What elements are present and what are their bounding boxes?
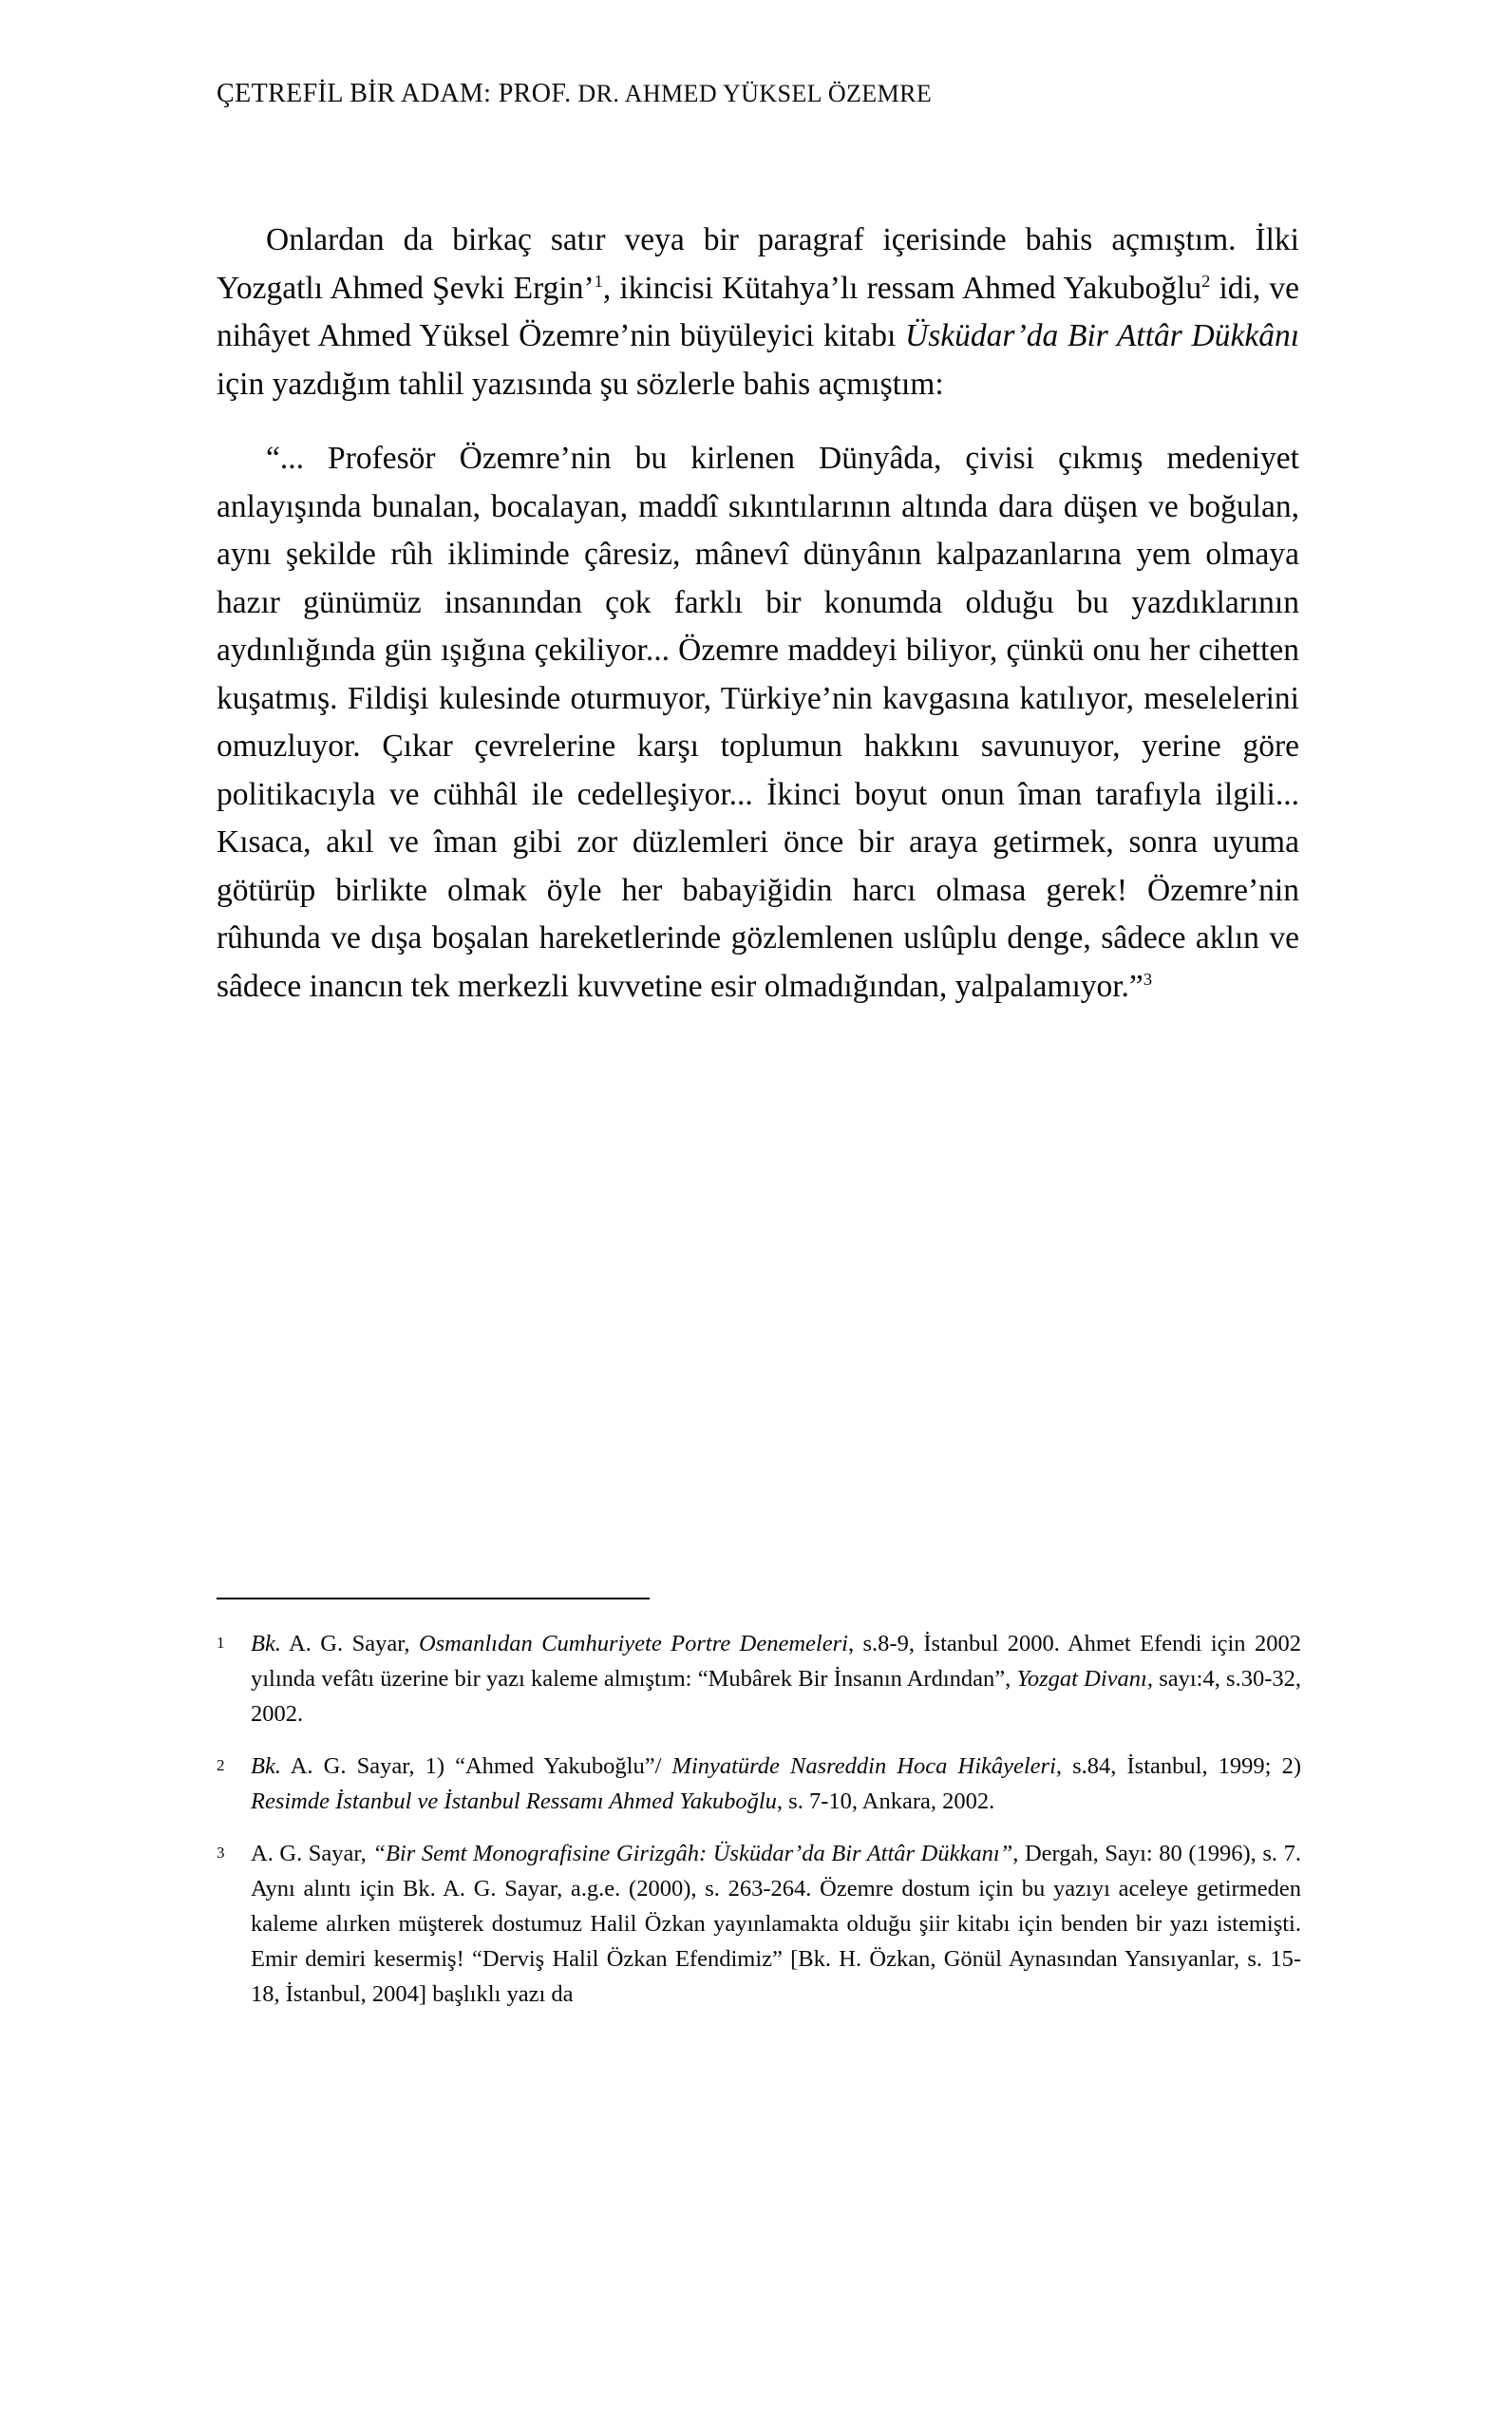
footnote-2-seg1: Bk. — [251, 1753, 281, 1779]
book-title-uskudar: Üsküdar’da Bir Attâr Dükkânı — [905, 318, 1300, 353]
footnote-3-seg4: , Dergah, Sayı: 80 (1996), s. 7. Aynı alıntı için Bk. A. G. Sayar, a.g.e. (2000), s. 263-264. Özemre dostum için bu yazıyı aceleye getirmeden kaleme alırken müşterek dostumuz Halil Özkan yayınlamakta olduğu şiir kitabı için benden bir yazı istemişti. Emir demiri kesermiş! “Derviş Halil Özkan Efendimiz” [Bk. H. Özkan, Gönül Aynasından Yansıyanlar, s. 15-18, İstanbul, 2004] başlıklı yazı da — [251, 1841, 1301, 2007]
paragraph-intro-part2: , ikincisi Kütahya’lı ressam Ahmed Yakuboğlu — [602, 270, 1202, 306]
footnote-ref-2[interactable]: 2 — [1201, 271, 1211, 291]
running-header-lead: ÇETREFİL BİR ADAM: PROF. — [217, 79, 572, 108]
footnote-3 — [217, 1836, 1301, 2012]
running-header — [217, 80, 1299, 109]
footnote-1 — [217, 1626, 1301, 1731]
footnote-1-title-2: Yozgat Divanı — [1016, 1666, 1147, 1692]
paragraph-quotation — [217, 435, 1299, 1011]
footnote-1-seg2: A. G. Sayar, — [280, 1631, 419, 1656]
paragraph-quotation-text: “... Profesör Özemre’nin bu kirlenen Dünyâda, çivisi çıkmış medeniyet anlayışında bunalan, bocalayan, maddî sıkıntılarının altında dara düşen ve boğulan, aynı şekilde rûh ikliminde çâresiz, mânevî dünyânın kalpazanlarına yem olmaya hazır günümüz insanından çok farklı bir konumda olduğu bu yazdıklarının aydınlığında gün ışığına çekiliyor... Özemre maddeyi biliyor, çünkü onu her cihetten kuşatmış. Fildişi kulesinde oturmuyor, Türkiye’nin kavgasına katılıyor, meselelerini omuzluyor. Çıkar çevrelerine karşı toplumun hakkını savunuyor, yerine göre politikacıyla ve cühhâl ile cedelleşiyor... İkinci boyut onun îman tarafıyla ilgili... Kısaca, akıl ve îman gibi zor düzlemleri önce bir araya getirmek, sonra uyuma götürüp birlikte olmak öyle her babayiğidin harcı olmasa gerek! Özemre’nin rûhunda ve dışa boşalan hareketlerinde gözlemlenen uslûplu denge, sâdece aklın ve sâdece inancın tek merkezli kuvvetine esir olmadığından, yalpalamıyor.” — [217, 441, 1299, 1004]
footnotes-block — [217, 1626, 1301, 2012]
paragraph-intro — [217, 217, 1299, 408]
paragraph-intro-part3: idi, ve nihâyet Ahmed Yüksel Özemre’nin büyüleyici kitabı — [217, 270, 1300, 353]
footnote-2-seg6: , s. 7-10, Ankara, 2002. — [776, 1788, 995, 1814]
footnote-1-seg1: Bk. — [251, 1631, 281, 1656]
footnote-ref-3[interactable]: 3 — [1143, 969, 1153, 989]
footnote-2-seg4: , s.84, İstanbul, 1999; 2) — [1055, 1753, 1301, 1779]
footnote-2-title-2: Resimde İstanbul ve İstanbul Ressamı Ahmed Yakuboğlu — [251, 1788, 777, 1814]
footnote-3-title-1: “Bir Semt Monografisine Girizgâh: Üsküdar’da Bir Attâr Dükkanı” — [372, 1841, 1013, 1866]
footnote-1-seg4: , s.8-9, İstanbul 2000. Ahmet Efendi için 2002 yılında vefâtı üzerine bir yazı kaleme almıştım: “Mubârek Bir İnsanın Ardından”, — [251, 1631, 1301, 1692]
footnote-3-number: 3 — [217, 1844, 225, 1862]
footnote-1-number: 1 — [217, 1634, 225, 1652]
running-header-rest: DR. AHMED YÜKSEL ÖZEMRE — [571, 80, 933, 107]
paragraph-intro-part1: Onlardan da birkaç satır veya bir paragraf içerisinde bahis açmıştım. İlki Yozgatlı Ahmed Şevki Ergin’ — [217, 222, 1299, 306]
footnote-2-seg2: A. G. Sayar, 1) “Ahmed Yakuboğlu”/ — [280, 1753, 672, 1779]
footnote-2 — [217, 1749, 1301, 1819]
footnote-ref-1[interactable]: 1 — [594, 271, 603, 291]
footnote-1-seg6: , sayı:4, s.30-32, 2002. — [251, 1666, 1301, 1727]
footnote-2-title-1: Minyatürde Nasreddin Hoca Hikâyeleri — [671, 1753, 1056, 1779]
paragraph-intro-part4: için yazdığım tahlil yazısında şu sözlerle bahis açmıştım: — [217, 366, 944, 402]
footnote-1-title-1: Osmanlıdan Cumhuriyete Portre Denemeleri — [418, 1631, 848, 1656]
footnote-2-number: 2 — [217, 1756, 225, 1774]
body-text-block — [217, 217, 1299, 1011]
footnote-separator-rule — [217, 1598, 650, 1599]
footnote-3-seg2: A. G. Sayar, — [251, 1841, 373, 1866]
